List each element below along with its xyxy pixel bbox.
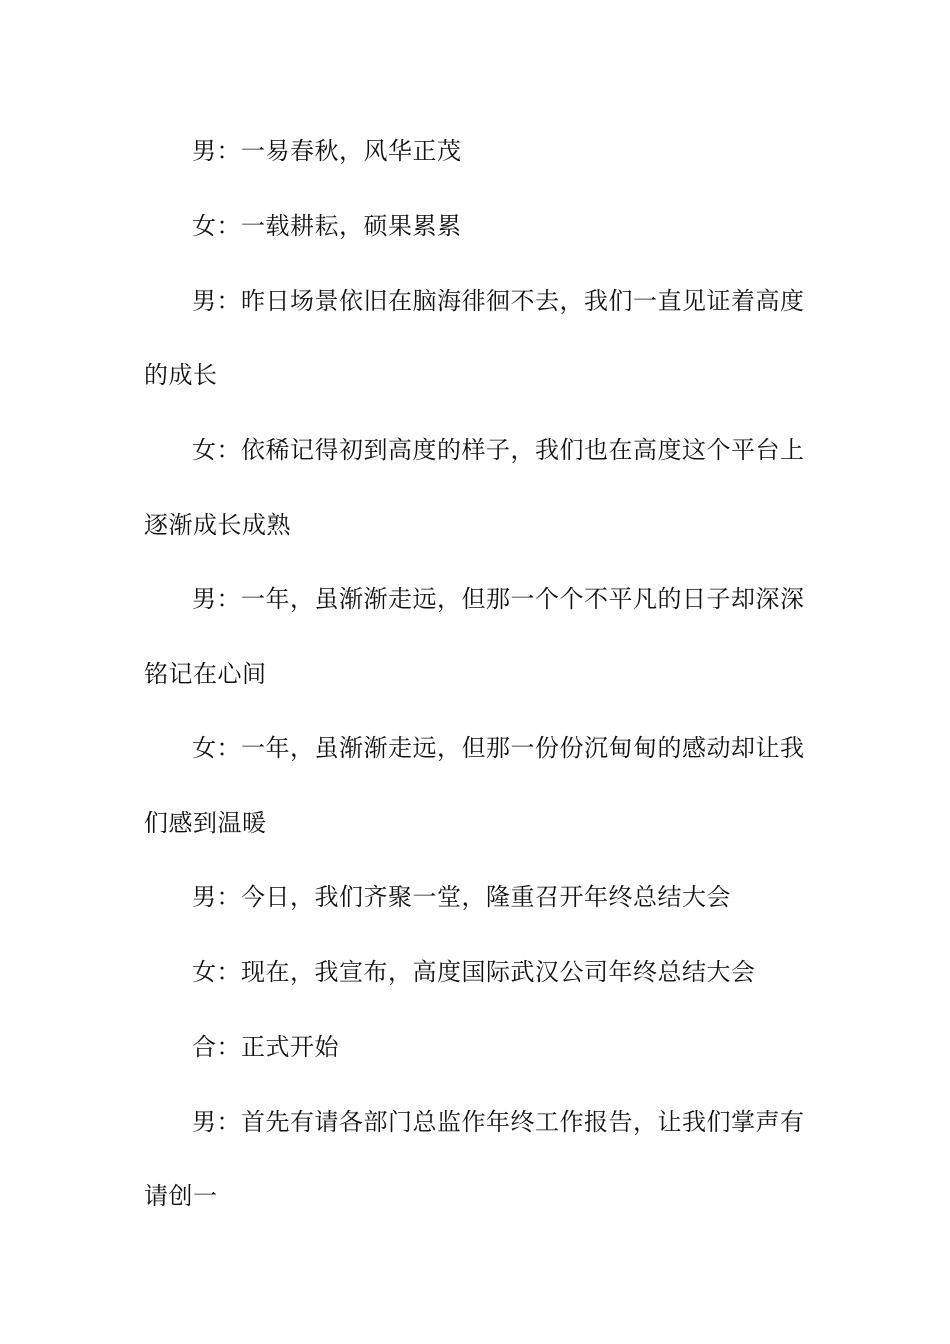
dialogue-line: 男：一年，虽渐渐走远，但那一个个不平凡的日子却深深: [192, 585, 805, 613]
dialogue-line-continuation: 请创一: [144, 1182, 218, 1210]
dialogue-line: 男：昨日场景依旧在脑海徘徊不去，我们一直见证着高度: [192, 287, 805, 315]
dialogue-line: 男：今日，我们齐聚一堂，隆重召开年终总结大会: [192, 883, 731, 911]
dialogue-line: 男：一易春秋，风华正茂: [192, 137, 462, 165]
dialogue-line-continuation: 的成长: [144, 361, 218, 389]
dialogue-line: 女：一载耕耘，硕果累累: [192, 212, 462, 240]
dialogue-line-continuation: 们感到温暖: [144, 809, 267, 837]
dialogue-line: 女：依稀记得初到高度的样子，我们也在高度这个平台上: [192, 436, 805, 464]
dialogue-line-continuation: 铭记在心间: [144, 660, 267, 688]
dialogue-line: 女：现在，我宣布，高度国际武汉公司年终总结大会: [192, 958, 756, 986]
dialogue-line: 男：首先有请各部门总监作年终工作报告，让我们掌声有: [192, 1108, 805, 1136]
dialogue-line: 合：正式开始: [192, 1033, 339, 1061]
dialogue-line-continuation: 逐渐成长成熟: [144, 511, 291, 539]
dialogue-line: 女：一年，虽渐渐走远，但那一份份沉甸甸的感动却让我: [192, 734, 805, 762]
